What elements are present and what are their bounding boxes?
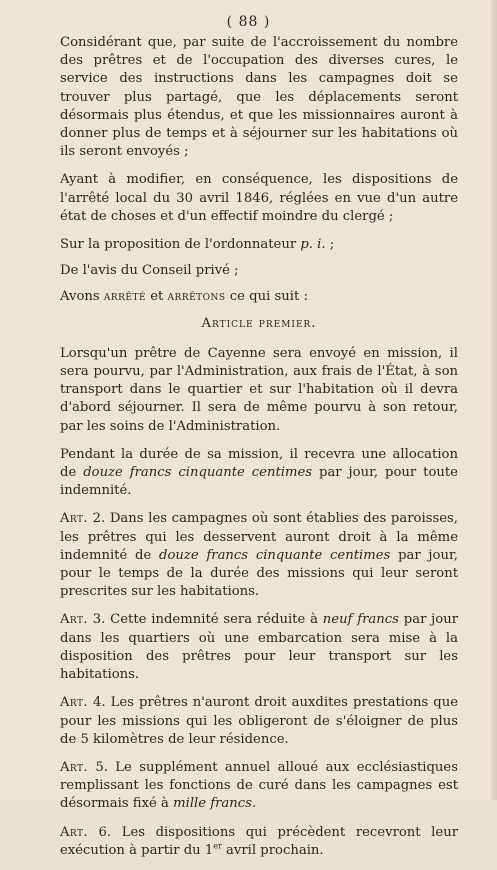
article-2 <box>60 510 458 601</box>
article-3-italic: neuf francs <box>322 612 399 628</box>
paragraph-lorsqu: Lorsqu'un prêtre de Cayenne sera envoyé en mission, il sera pourvu, par l'Administration, aux frais de l'État, à son transport dans le quartier et sur l'habitation où il devra d'abord séjourner. Il sera de même pourvu à son retour, par les soins de l'Administration. <box>60 345 458 434</box>
paragraph-considerant: Considérant que, par suite de l'accroissement du nombre des prêtres et de l'occupation des diverses cures, le service des instructions dans les campagnes doit se trouver plus partagé, que les déplacements seront désormais plus étendus, et que les missionnaires auront à donner plus de temps et à séjourner sur les habitations où ils seront envoyés ; <box>60 35 458 160</box>
page-number: ( 88 ) <box>226 14 271 30</box>
avons-arretons: arrêtons <box>167 289 226 305</box>
avons-start: Avons <box>60 289 104 305</box>
article-5-start: Le supplément annuel alloué aux ecclésiastiques remplissant les fonctions de curé dans les campagnes est désormais fixé à <box>60 759 458 812</box>
article-4-label: Art. <box>60 695 88 711</box>
article-heading: Article premier. <box>201 315 317 331</box>
article-6-number: 6. <box>87 824 122 840</box>
avons-arrete: arrêté <box>103 289 147 305</box>
paragraph-avis: De l'avis du Conseil privé ; <box>60 263 239 279</box>
pendant-end: par jour, pour toute indemnité. <box>60 465 458 499</box>
proposition-end: ; <box>325 237 335 253</box>
paragraph-pendant <box>60 446 458 501</box>
article-3-end: par jour dans les quartiers où une embarcation sera mise à la disposition des prêtres pour leur transport sur les habitations. <box>60 612 459 683</box>
paragraph-avons <box>60 288 458 306</box>
article-6 <box>60 824 458 860</box>
proposition-italic: p. i. <box>300 237 326 253</box>
article-2-start: Dans les campagnes où sont établies des paroisses, les prêtres qui les desservent auront droit à la même indemnité de <box>60 511 458 563</box>
article-4 <box>60 694 458 749</box>
article-6-superscript: er <box>213 841 222 851</box>
article-5-end: . <box>251 796 257 812</box>
pendant-italic: douze francs cinquante centimes <box>83 465 313 481</box>
article-3-start: Cette indemnité sera réduite à <box>110 612 323 628</box>
avons-end: ce qui suit : <box>225 289 308 305</box>
article-2-italic: douze francs cinquante centimes <box>159 547 391 563</box>
page-edge-shadow <box>491 0 497 800</box>
article-5-number: 5. <box>87 759 116 775</box>
article-3-number: 3. <box>87 612 111 628</box>
proposition-text: Sur la proposition de l'ordonnateur <box>60 237 301 253</box>
article-5-italic: mille francs <box>173 796 252 812</box>
article-2-end: par jour, pour le temps de la durée des missions qui leur seront prescrites sur les habitations. <box>60 547 459 600</box>
paragraph-ayant: Ayant à modifier, en conséquence, les dispositions de l'arrêté local du 30 avril 1846, réglées en vue d'un autre état de choses et d'un effectif moindre du clergé ; <box>60 172 458 224</box>
article-6-label: Art. <box>60 824 88 840</box>
article-5-label: Art. <box>60 759 88 775</box>
article-6-end: avril prochain. <box>221 842 324 858</box>
article-3 <box>60 611 458 684</box>
page-body <box>60 34 458 870</box>
pendant-start: Pendant la durée de sa mission, il recevra une allocation de <box>60 446 458 481</box>
article-2-label: Art. <box>60 511 88 527</box>
paragraph-proposition <box>60 236 458 254</box>
avons-mid: et <box>146 289 168 305</box>
article-4-number: 4. <box>87 695 111 711</box>
article-4-text: Les prêtres n'auront droit auxdites prestations que pour les missions qui les obligeront de s'éloigner de plus de 5 kilomètres de leur résidence. <box>60 695 458 747</box>
article-6-ordinal: 1 <box>204 842 214 858</box>
article-6-start: Les dispositions qui précèdent recevront leur exécution à partir du <box>60 824 459 858</box>
article-3-label: Art. <box>60 612 88 628</box>
article-2-number: 2. <box>87 511 110 527</box>
article-5 <box>60 759 458 814</box>
